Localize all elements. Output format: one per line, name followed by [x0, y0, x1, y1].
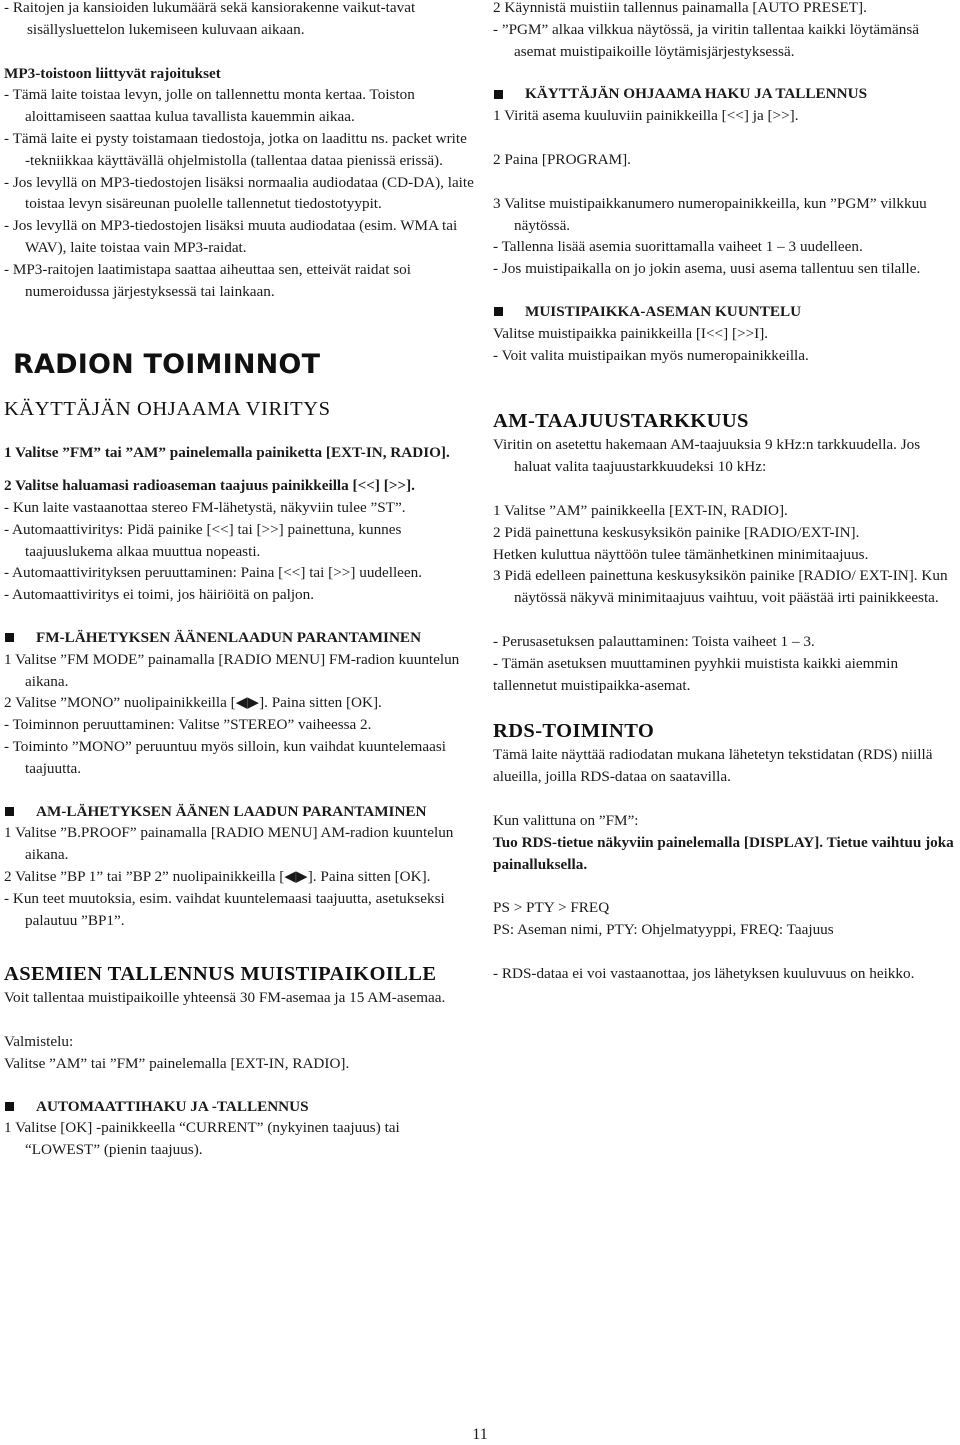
intro-paragraph: - Raitojen ja kansioiden lukumäärä sekä kansiorakenne vaikut-tavat sisällysluettelon lukemiseen kuluvaan aikaan.: [4, 0, 416, 38]
left-column: [4, 0, 474, 1161]
tuning-item: - Automaattiviritys ei toimi, jos häiriöitä on paljon.: [4, 586, 315, 604]
fm-item: - Toiminnon peruuttaminen: Valitse ”STEREO” vaiheessa 2.: [4, 716, 372, 734]
fm-quality-heading-text: FM-LÄHETYKSEN ÄÄNENLAADUN PARANTAMINEN: [36, 628, 422, 646]
tuning-item: - Automaattiviritys: Pidä painike [<<] tai [>>] painettuna, kunnes taajuuslukema alkaa muuttua nopeasti.: [4, 520, 402, 560]
manual-save-heading-text: KÄYTTÄJÄN OHJAAMA HAKU JA TALLENNUS: [525, 85, 868, 103]
manual-item: - Jos muistipaikalla on jo jokin asema, uusi asema tallentuu sen tilalle.: [493, 260, 921, 278]
am-item: - Kun teet muutoksia, esim. vaihdat kuuntelemaasi taajuutta, asetukseksi palautuu ”BP1”.: [4, 889, 445, 929]
rds-title: RDS-TOIMINTO: [493, 720, 655, 743]
page-number: 11: [472, 1426, 488, 1443]
manual-step-1: 1 Viritä asema kuuluviin painikkeilla [<<] ja [>>].: [493, 107, 799, 125]
preset-listen-heading: [493, 301, 958, 323]
auto-item: - ”PGM” alkaa vilkkua näytössä, ja viritin tallentaa kaikki löytämänsä asemat muistipaikoille löytämisjärjestyksessä.: [493, 20, 919, 60]
presets-intro: Voit tallentaa muistipaikoille yhteensä 30 FM-asemaa ja 15 AM-asemaa.: [4, 989, 446, 1007]
tuning-step-1: 1 Valitse ”FM” tai ”AM” painelemalla painiketta [EXT-IN, RADIO].: [4, 444, 450, 462]
am-item: 2 Valitse ”BP 1” tai ”BP 2” nuolipainikkeilla [◀▶]. Paina sitten [OK].: [4, 867, 431, 885]
am-quality-heading: [4, 801, 474, 823]
rds-cycle: PS > PTY > FREQ: [493, 899, 610, 917]
mp3-item: - Jos levyllä on MP3-tiedostojen lisäksi normaalia audiodataa (CD-DA), laite toistaa levyn sisäreunan puolelle tallennetut tiedostotyypit.: [4, 173, 474, 213]
radio-section-title: RADION TOIMINNOT: [13, 349, 321, 381]
am-step-item: 1 Valitse ”AM” painikkeella [EXT-IN, RADIO].: [493, 501, 788, 519]
mp3-restrictions-heading: MP3-toistoon liittyvät rajoitukset: [4, 64, 221, 82]
square-bullet-icon: [5, 807, 14, 816]
preset-listen-heading-text: MUISTIPAIKKA-ASEMAN KUUNTELU: [525, 302, 802, 320]
listen-item: Valitse muistipaikka painikkeilla [I<<] [>>I].: [493, 324, 769, 342]
manual-tuning-title: KÄYTTÄJÄN OHJAAMA VIRITYS: [4, 398, 331, 421]
rds-note: - RDS-dataa ei voi vastaanottaa, jos lähetyksen kuuluvuus on heikko.: [493, 964, 915, 982]
am-step-item: Hetken kuluttua näyttöön tulee tämänhetkinen minimitaajuus.: [493, 545, 869, 563]
rds-fm-instruction: Tuo RDS-tietue näkyviin painelemalla [DISPLAY]. Tietue vaihtuu joka painalluksella.: [493, 833, 954, 873]
auto-item: 2 Käynnistä muistiin tallennus painamalla [AUTO PRESET].: [493, 0, 867, 16]
rds-fm-label: Kun valittuna on ”FM”:: [493, 811, 639, 829]
auto-save-heading-text: AUTOMAATTIHAKU JA -TALLENNUS: [36, 1097, 309, 1115]
manual-step-2: 2 Paina [PROGRAM].: [493, 150, 631, 168]
square-bullet-icon: [5, 633, 14, 642]
mp3-item: - MP3-raitojen laatimistapa saattaa aiheuttaa sen, etteivät raidat soi numeroidussa järjestyksessä tai lainkaan.: [4, 260, 411, 300]
am-step-item: 2 Pidä painettuna keskusyksikön painike [RADIO/EXT-IN].: [493, 523, 860, 541]
am-step-title: AM-TAAJUUSTARKKUUS: [493, 410, 749, 433]
am-step-item: 3 Pidä edelleen painettuna keskusyksikön painike [RADIO/ EXT-IN]. Kun näytössä näkyvä minimitaajuus vaihtuu, voit päästää irti painikkeesta.: [493, 567, 948, 607]
rds-legend: PS: Aseman nimi, PTY: Ohjelmatyyppi, FREQ: Taajuus: [493, 921, 834, 939]
am-item: 1 Valitse ”B.PROOF” painamalla [RADIO MENU] AM-radion kuuntelun aikana.: [4, 824, 454, 864]
manual-item: 3 Valitse muistipaikkanumero numeropainikkeilla, kun ”PGM” vilkkuu näytössä.: [493, 194, 927, 234]
am-quality-heading-text: AM-LÄHETYKSEN ÄÄNEN LAADUN PARANTAMINEN: [36, 802, 427, 820]
square-bullet-icon: [5, 1102, 14, 1111]
tuning-item: - Automaattivirityksen peruuttaminen: Paina [<<] tai [>>] uudelleen.: [4, 564, 423, 582]
mp3-item: - Tämä laite ei pysty toistamaan tiedostoja, jotka on laadittu ns. packet write -tekniikkaa käyttävällä ohjelmistolla (tallentaa dataa pienissä erissä).: [4, 129, 467, 169]
am-step-intro: Viritin on asetettu hakemaan AM-taajuuksia 9 kHz:n tarkkuudella. Jos haluat valita taajuustarkkuudeksi 10 kHz:: [493, 436, 921, 476]
fm-item: 2 Valitse ”MONO” nuolipainikkeilla [◀▶]. Paina sitten [OK].: [4, 694, 382, 712]
presets-title: ASEMIEN TALLENNUS MUISTIPAIKOILLE: [4, 963, 437, 986]
prep-label: Valmistelu:: [4, 1033, 74, 1051]
fm-item: - Toiminto ”MONO” peruuntuu myös silloin, kun vaihdat kuuntelemaasi taajuutta.: [4, 737, 446, 777]
right-column: [493, 0, 958, 985]
auto-step-1: 1 Valitse [OK] -painikkeella “CURRENT” (nykyinen taajuus) tai “LOWEST” (pienin taajuus).: [4, 1119, 400, 1159]
fm-quality-heading: [4, 627, 474, 649]
manual-item: - Tallenna lisää asemia suorittamalla vaiheet 1 – 3 uudelleen.: [493, 238, 863, 256]
reset-item: - Perusasetuksen palauttaminen: Toista vaiheet 1 – 3.: [493, 632, 815, 650]
prep-text: Valitse ”AM” tai ”FM” painelemalla [EXT-IN, RADIO].: [4, 1054, 350, 1072]
square-bullet-icon: [494, 307, 503, 316]
tuning-item: - Kun laite vastaanottaa stereo FM-lähetystä, näkyviin tulee ”ST”.: [4, 498, 406, 516]
square-bullet-icon: [494, 90, 503, 99]
manual-save-heading: [493, 83, 958, 105]
mp3-item: - Jos levyllä on MP3-tiedostojen lisäksi muuta audiodataa (esim. WMA tai WAV), laite toistaa vain MP3-raidat.: [4, 217, 458, 256]
auto-save-heading: [4, 1096, 474, 1118]
tuning-step-2: 2 Valitse haluamasi radioaseman taajuus painikkeilla [<<] [>>].: [4, 477, 415, 495]
listen-item: - Voit valita muistipaikan myös numeropainikkeilla.: [493, 346, 809, 364]
fm-item: 1 Valitse ”FM MODE” painamalla [RADIO MENU] FM-radion kuuntelun aikana.: [4, 650, 460, 690]
rds-intro: Tämä laite näyttää radiodatan mukana lähetetyn tekstidatan (RDS) niillä alueilla, joilla RDS-dataa on saatavilla.: [493, 746, 933, 786]
mp3-item: - Tämä laite toistaa levyn, jolle on tallennettu monta kertaa. Toiston aloittamiseen saattaa kulua tavallista kauemmin aikaa.: [4, 86, 415, 126]
reset-item: - Tämän asetuksen muuttaminen pyyhkii muistista kaikki aiemmin tallennetut muistipaikka-asemat.: [493, 654, 899, 694]
